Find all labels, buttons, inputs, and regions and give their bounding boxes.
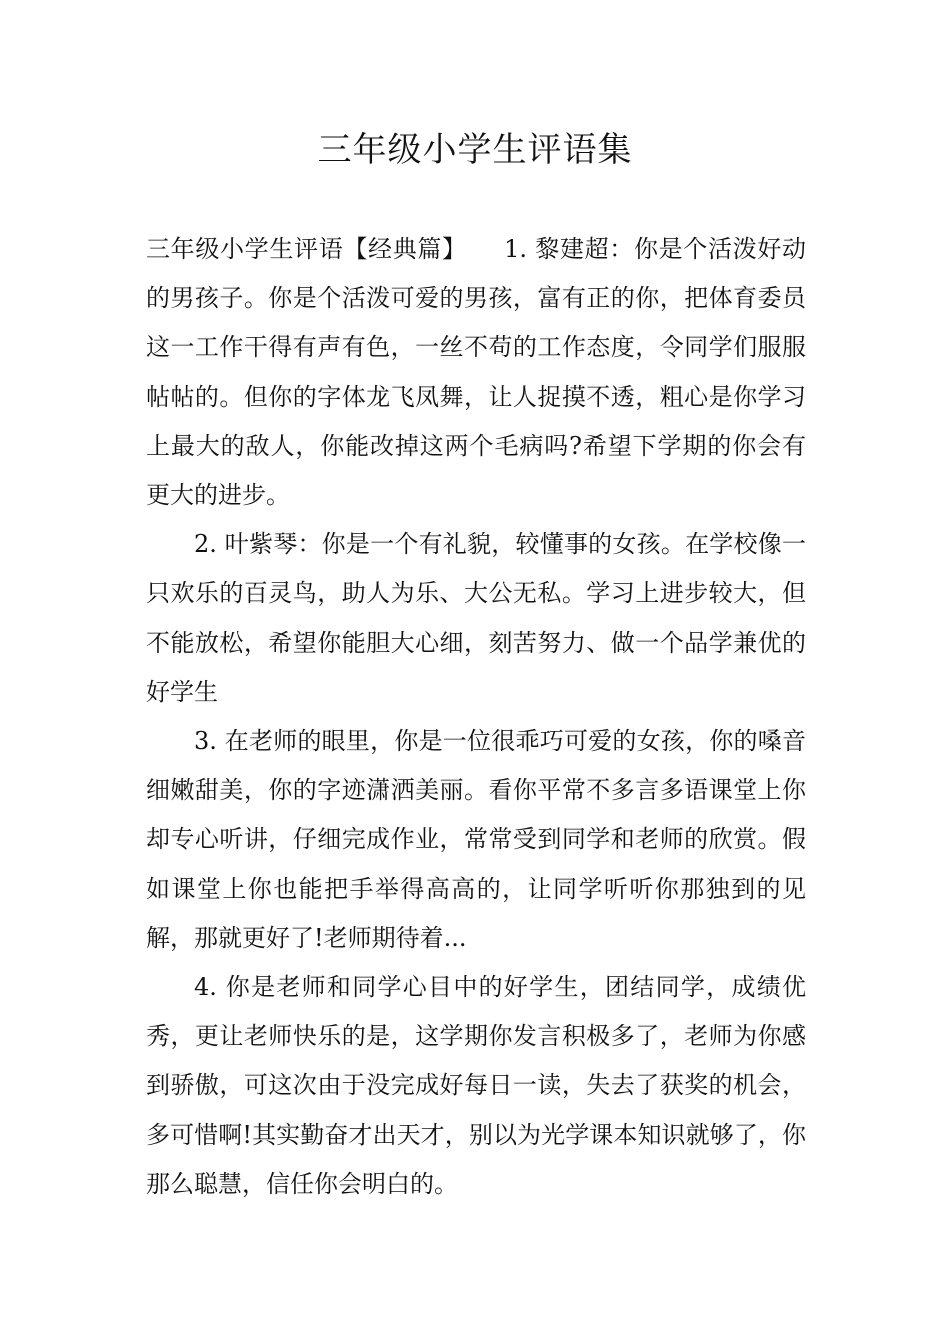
document-title: 三年级小学生评语集: [317, 130, 633, 170]
paragraph-intro-1: 三年级小学生评语【经典篇】 1. 黎建超：你是个活泼好动的男孩子。你是个活泼可爱的男孩，富有正的你，把体育委员这一工作干得有声有色，一丝不苟的工作态度，令同学们服服帖帖的。但你的字体龙飞凤舞，让人捉摸不透，粗心是你学习上最大的敌人，你能改掉这两个毛病吗?希望下学期的你会有更大的进步。: [146, 235, 806, 510]
document-body: [146, 225, 806, 1209]
paragraph-3: 3. 在老师的眼里，你是一位很乖巧可爱的女孩，你的嗓音细嫩甜美，你的字迹潇洒美丽。看你平常不多言多语课堂上你却专心听讲，仔细完成作业，常常受到同学和老师的欣赏。假如课堂上你也能把手举得高高的，让同学听听你那独到的见解，那就更好了!老师期待着...: [146, 727, 806, 952]
paragraph-4: 4. 你是老师和同学心目中的好学生，团结同学，成绩优秀，更让老师快乐的是，这学期你发言积极多了，老师为你感到骄傲，可这次由于没完成好每日一读，失去了获奖的机会，多可惜啊!其实勤奋才出天才，别以为光学课本知识就够了，你那么聪慧，信任你会明白的。: [146, 973, 806, 1198]
paragraph-2: 2. 叶紫琴：你是一个有礼貌，较懂事的女孩。在学校像一只欢乐的百灵鸟，助人为乐、大公无私。学习上进步较大，但不能放松，希望你能胆大心细，刻苦努力、做一个品学兼优的好学生: [146, 530, 806, 706]
